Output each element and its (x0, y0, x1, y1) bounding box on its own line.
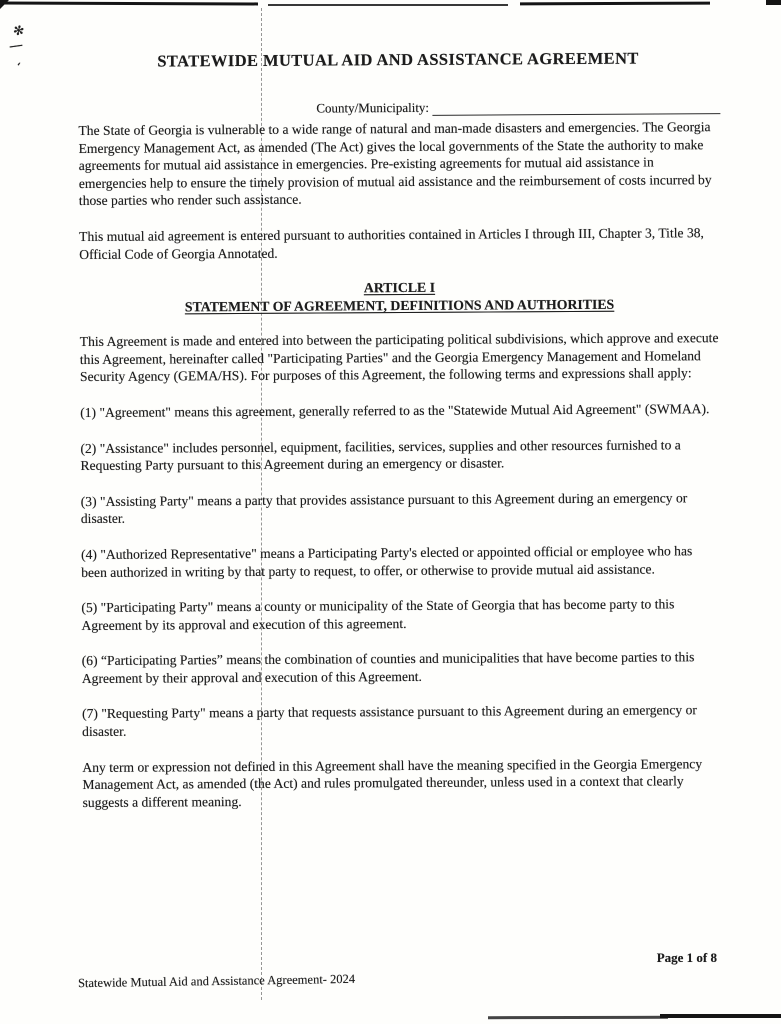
scan-edge-artifact (0, 2, 258, 6)
definition-item: (5) "Participating Party" means a county or municipality of the State of Georgia that has become party to this Agreement by its approval and execution of this agreement. (81, 596, 675, 633)
scan-edge-artifact (268, 4, 508, 6)
article-intro-paragraph: This Agreement is made and entered into between the participating political subdivisions, which approve and execute this Agreement, hereinafter called "Participating Parties" and the Georgia Emergency Management and Homeland Security Agency (GEMA/HS). For purposes of this Agreement, the following terms and expressions shall apply: (79, 330, 719, 385)
definition-item: (6) “Participating Parties” means the combination of counties and municipalities that have become parties to this Agreement by their approval and execution of this Agreement. (81, 649, 695, 686)
margin-pen-mark: ʻ (13, 59, 23, 75)
margin-pen-mark: ✻ (11, 23, 26, 40)
margin-pen-mark: — (7, 37, 24, 55)
intro-paragraph: The State of Georgia is vulnerable to a wide range of natural and man-made disasters and emergencies. The Georgia Emergency Management Act, as amended (The Act) gives the local governments of the State the authority to make agreements for mutual aid assistance in emergencies. Pre-existing agreements for mutual aid assistance in emergencies help to ensure the timely provision of mutual aid assistance and the reimbursement of costs incurred by those parties who render such assistance. (78, 119, 712, 209)
county-municipality-label: County/Municipality: (316, 99, 430, 116)
footer-document-title: Statewide Mutual Aid and Assistance Agreement- 2024 (77, 971, 356, 991)
scan-edge-artifact (766, 0, 781, 5)
page-number: Page 1 of 8 (656, 950, 717, 965)
article-heading (79, 277, 719, 317)
definition-item: (4) "Authorized Representative" means a Participating Party's elected or appointed official or employee who has been authorized in writing by that party to request, to offer, or otherwise to provide mutual aid assistance. (81, 543, 693, 580)
scan-edge-artifact (660, 1014, 781, 1018)
definition-item: (1) "Agreement" means this agreement, generally referred to as the "Statewide Mutual Aid Agreement" (SWMAA). (80, 401, 710, 420)
county-municipality-field (316, 98, 718, 120)
document-body (78, 48, 723, 829)
closing-paragraph: Any term or expression not defined in this Agreement shall have the meaning specified in the Georgia Emergency Management Act, as amended (the Act) and rules promulgated thereunder, unless used in a context that clearly suggests a different meaning. (82, 755, 703, 810)
county-municipality-blank-line (432, 99, 720, 116)
scan-edge-artifact (488, 1016, 668, 1019)
article-heading-line2: STATEMENT OF AGREEMENT, DEFINITIONS AND AUTHORITIES (184, 296, 615, 315)
document-title: STATEWIDE MUTUAL AID AND ASSISTANCE AGREEMENT (157, 48, 639, 71)
intro-paragraph: This mutual aid agreement is entered pursuant to authorities contained in Articles I through III, Chapter 3, Title 38, Official Code of Georgia Annotated. (79, 225, 704, 262)
scan-edge-artifact (520, 2, 710, 6)
definition-item: (2) "Assistance" includes personnel, equipment, facilities, services, supplies and other resources furnished to a Requesting Party pursuant to this Agreement during an emergency or disaster. (80, 436, 681, 474)
definition-item: (7) "Requesting Party" means a party that requests assistance pursuant to this Agreement during an emergency or disaster. (81, 702, 697, 740)
article-heading-line1: ARTICLE I (363, 279, 436, 296)
definition-item: (3) "Assisting Party" means a party that provides assistance pursuant to this Agreement during an emergency or disaster. (80, 490, 688, 527)
